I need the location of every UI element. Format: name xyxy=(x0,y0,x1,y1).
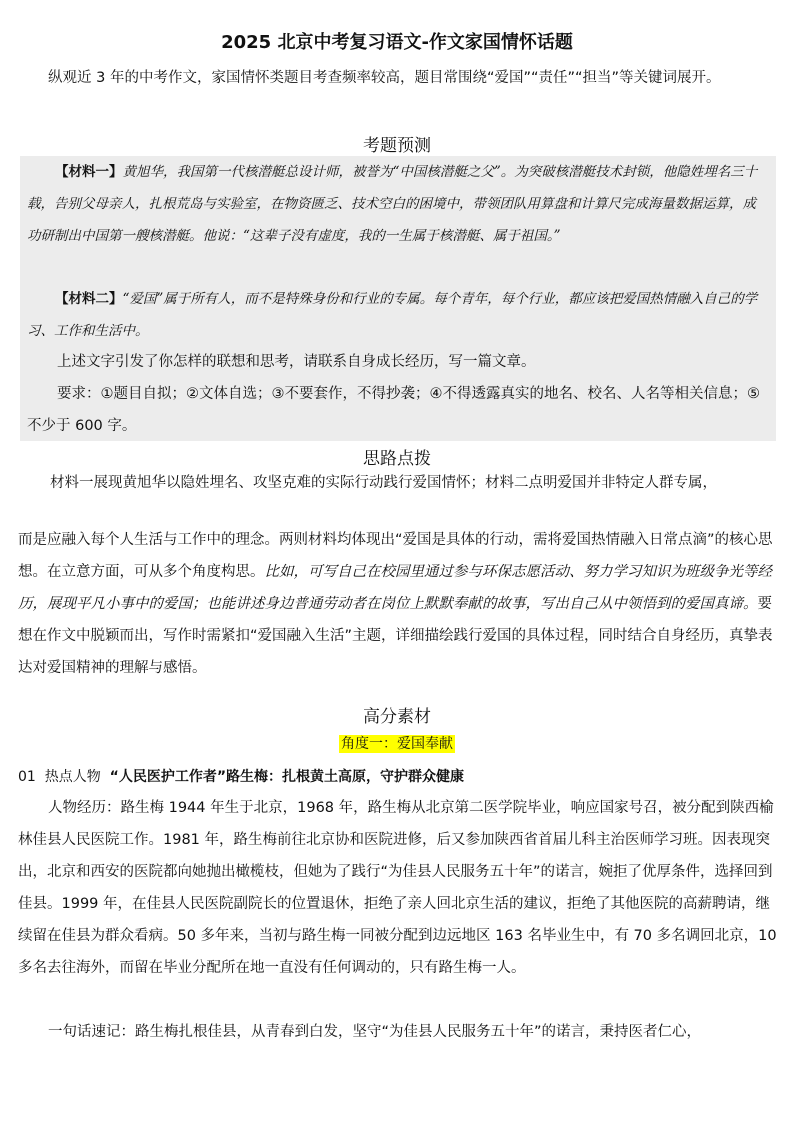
prediction-heading: 考题预测 xyxy=(363,136,431,156)
requirements-text: 要求：①题目自拟；②文体自选；③不要套作，不得抄袭；④不得透露真实的地名、校名、人名等相关信息；⑤不少于 600 字。 xyxy=(27,386,760,434)
hot-figure-line xyxy=(18,766,464,786)
item-label: 热点人物 xyxy=(44,769,101,785)
angle-label: 角度一：爱国奉献 xyxy=(341,736,453,752)
angle-label-wrap xyxy=(0,733,794,753)
experience-paragraph: 人物经历：路生梅 1944 年生于北京，1968 年，路生梅从北京第二医学院毕业，响应国家号召，被分配到陕西榆林佳县人民医院工作。1981 年，路生梅前往北京协和医院进修，后又参加陕西省首届儿科主治医师学习班。因表现突出，北京和西安的医院都向她抛出橄榄枝，但她为了践行“为佳县人民服务五十年”的诺言，婉拒了优厚条件，选择回到佳县。1999 年，在佳县人民医院副院长的位置退休，拒绝了亲人回北京生活的建议，拒绝了其他医院的高薪聘请，继续留在佳县为群众看病。50 多年来，当初与路生梅一同被分配到边远地区 163 名毕业生中，有 70 多名调回北京，10 多名去往海外，而留在毕业分配所在地一直没有任何调动的，只有路生梅一人。 xyxy=(18,800,777,976)
analysis-part-a: 而是应融入每个人生活与工作中的理念。两则材料均体现出“爱国是具体的行动，需将爱国热情融入日常点滴”的核心思想。在立意方面，可从多个角度构思。 xyxy=(18,532,773,580)
material-two-text: “爱国”属于所有人，而不是特殊身份和行业的专属。每个青年，每个行业，都应该把爱国热情融入自己的学习、工作和生活中。 xyxy=(27,291,758,339)
analysis-paragraph xyxy=(18,524,780,684)
analysis-heading: 思路点拨 xyxy=(363,449,431,469)
material-one-tag: 【材料一】 xyxy=(55,164,123,180)
intro-paragraph: 纵观近 3 年的中考作文，家国情怀类题目考查频率较高，题目常围绕“爱国”“责任”“担当”等关键词展开。 xyxy=(48,70,721,86)
analysis-part-c: 要想在作文中脱颖而出，写作时需紧扣“爱国融入生活”主题，详细描绘践行爱国的具体过程，同时结合自身经历，真挚表达对爱国精神的理解与感悟。 xyxy=(18,596,773,676)
document-title: 2025 北京中考复习语文-作文家国情怀话题 xyxy=(221,32,573,53)
item-title: “人民医护工作者”路生梅：扎根黄土高原，守护群众健康 xyxy=(109,769,465,785)
material-heading: 高分素材 xyxy=(363,707,431,727)
item-number: 01 xyxy=(18,769,36,785)
prompt-text: 上述文字引发了你怎样的联想和思考，请联系自身成长经历，写一篇文章。 xyxy=(57,354,536,370)
material-two xyxy=(27,283,767,347)
material-one-text: 黄旭华，我国第一代核潜艇总设计师，被誉为“中国核潜艇之父”。为突破核潜艇技术封锁，他隐姓埋名三十载，告别父母亲人，扎根荒岛与实验室，在物资匮乏、技术空白的困境中，带领团队用算盘和计算尺完成海量数据运算，成功研制出中国第一艘核潜艇。他说：“这辈子没有虚度，我的一生属于核潜艇、属于祖国。” xyxy=(27,164,758,244)
material-two-tag: 【材料二】 xyxy=(55,291,123,307)
analysis-part-b: 比如，可写自己在校园里通过参与环保志愿活动、努力学习知识为班级争光等经历，展现平凡小事中的爱国；也能讲述身边普通劳动者在岗位上默默奉献的故事，写出自己从中领悟到的爱国真谛。 xyxy=(18,564,772,612)
analysis-line-1: 材料一展现黄旭华以隐姓埋名、攻坚克难的实际行动践行爱国情怀；材料二点明爱国并非特定人群专属， xyxy=(50,475,717,491)
material-one xyxy=(27,156,767,252)
summary-paragraph: 一句话速记：路生梅扎根佳县，从青春到白发，坚守“为佳县人民服务五十年”的诺言，秉持医者仁心， xyxy=(48,1024,702,1040)
